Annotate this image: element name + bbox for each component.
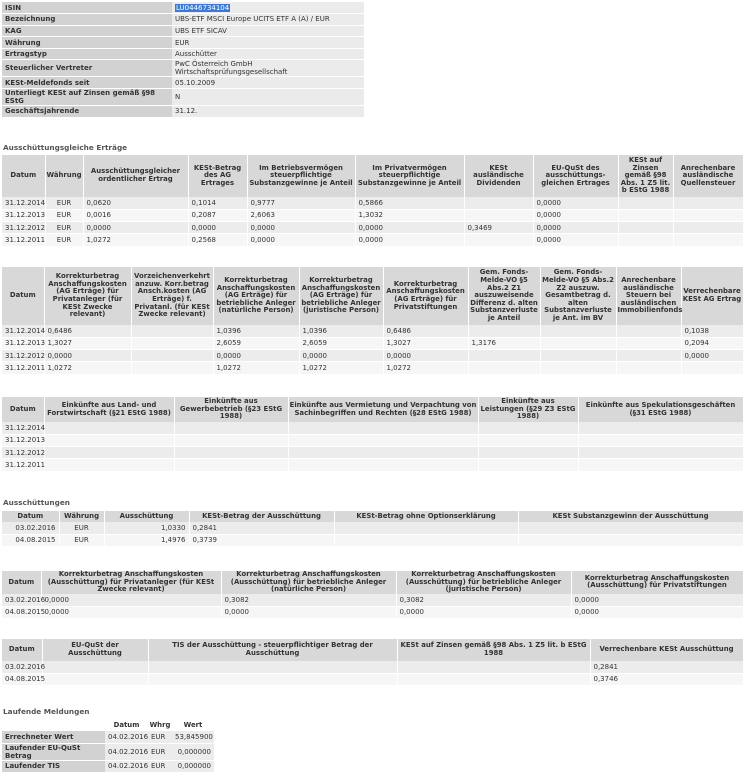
column-header: Datum (2, 267, 44, 325)
table-cell: 0,000000 (172, 743, 214, 760)
column-header: Datum (105, 719, 148, 731)
column-header: Datum (2, 155, 45, 197)
isin-value-selected[interactable]: LU0446734104 (176, 3, 230, 12)
table-cell (616, 325, 681, 337)
table-cell: 0,2094 (681, 337, 743, 349)
column-header: Anrechenbare ausländische Quellensteuer (673, 155, 743, 197)
table-cell (478, 434, 578, 446)
table-cell (673, 234, 743, 246)
table-row (2, 209, 743, 221)
table-row (2, 447, 743, 459)
table-row (2, 222, 743, 234)
table-cell: 0,3739 (189, 534, 334, 546)
table-cell (540, 337, 616, 349)
column-header: Gem. Fonds-Melde-VO §5 Abs.2 Z2 auszuw. Gesamtbetrag d. alten Substanzverluste je Ant. im BV (540, 267, 616, 325)
info-label: Bezeichnung (2, 14, 172, 26)
korrekturbetrag-ag-table (2, 267, 744, 375)
table-cell: 1,4976 (104, 534, 189, 546)
fund-info-table (2, 2, 364, 118)
column-header: KESt-Betrag des AG Ertrages (188, 155, 247, 197)
info-value: 31.12. (172, 106, 364, 118)
table-cell: 0,0000 (44, 350, 131, 362)
table-cell: 0,0000 (41, 606, 221, 618)
table-cell: 2,6059 (299, 337, 383, 349)
date-cell: 31.12.2012 (2, 350, 44, 362)
date-cell: 31.12.2013 (2, 209, 45, 221)
column-header (2, 719, 105, 731)
column-header: KESt-Betrag ohne Optionserklärung (334, 511, 518, 522)
column-header: Einkünfte aus Spekulationsgeschäften (§31 EStG 1988) (578, 397, 743, 422)
column-header: EU-QuSt des ausschüttungs-gleichen Ertrages (533, 155, 618, 197)
table-cell: 04.02.2016 (105, 760, 148, 772)
date-cell: 31.12.2014 (2, 197, 45, 209)
column-header: Vorzeichenverkehrt anzuw. Korr.betrag Ansch.kosten (AG Erträge) f. Privatanl. (für KESt Zwecke relevant) (131, 267, 213, 325)
date-cell: 31.12.2013 (2, 434, 44, 446)
korrekturbetrag-ausschuettung-table (2, 571, 744, 619)
table-row (2, 459, 743, 471)
table-cell (131, 325, 213, 337)
table-cell: 0,3082 (396, 594, 571, 606)
table-cell: 0,9777 (247, 197, 355, 209)
table-cell (334, 522, 518, 534)
table-cell: 0,2841 (590, 661, 743, 673)
table-cell (131, 337, 213, 349)
table-cell: 0,0000 (299, 350, 383, 362)
table-cell: EUR (148, 743, 172, 760)
column-header: Datum (2, 571, 41, 594)
table-cell: 0,0000 (355, 234, 464, 246)
table-cell (673, 222, 743, 234)
column-header: KESt Substanzgewinn der Ausschüttung (518, 511, 743, 522)
table-cell: 0,1038 (681, 325, 743, 337)
table-cell: 0,0000 (533, 234, 618, 246)
table-cell (540, 325, 616, 337)
table-cell (578, 447, 743, 459)
table-cell: 53,845900 (172, 731, 214, 743)
section-title-ausschuettungen: Ausschüttungen (3, 498, 70, 507)
column-header: Korrekturbetrag Anschaffungskosten (Ausschüttung) für betriebliche Anleger (natürliche Person) (221, 571, 396, 594)
info-label: Geschäftsjahrende (2, 106, 172, 118)
table-cell (618, 234, 673, 246)
table-cell (148, 673, 397, 685)
table-cell (288, 422, 478, 434)
column-header: Währung (45, 155, 83, 197)
table-cell: 0,0000 (681, 350, 743, 362)
info-value: N (172, 89, 364, 106)
column-header: Wert (172, 719, 214, 731)
column-header: Währung (59, 511, 104, 522)
column-header: Einkünfte aus Vermietung und Verpachtung von Sachinbegriffen und Rechten (§28 EStG 1988) (288, 397, 478, 422)
date-cell: 04.08.2015 (2, 673, 42, 685)
info-row (2, 37, 364, 49)
table-cell: EUR (148, 760, 172, 772)
info-row (2, 2, 364, 14)
info-row (2, 106, 364, 118)
column-header: Im Betriebsvermögen steuerpflichtige Substanzgewinne je Anteil (247, 155, 355, 197)
table-cell (478, 422, 578, 434)
table-cell (540, 350, 616, 362)
column-header: Korrekturbetrag Anschaffungskosten (Ausschüttung) für Privatanleger (für KESt Zwecke relevant) (41, 571, 221, 594)
table-cell: 0,2087 (188, 209, 247, 221)
table-cell (578, 434, 743, 446)
column-header: Gem. Fonds-Melde-VO §5 Abs.2 Z1 auszuweisende Differenz d. alten Substanzverluste je Anteil (468, 267, 540, 325)
info-row (2, 48, 364, 60)
table-cell: 1,0272 (213, 362, 299, 374)
info-label: KESt-Meldefonds seit (2, 77, 172, 89)
table-cell (334, 534, 518, 546)
table-cell (174, 459, 288, 471)
row-label: Errechneter Wert (2, 731, 105, 743)
date-cell: 31.12.2012 (2, 447, 44, 459)
einkuenfte-table (2, 397, 744, 472)
table-cell (288, 447, 478, 459)
table-cell (578, 422, 743, 434)
info-row (2, 77, 364, 89)
table-cell: 0,1014 (188, 197, 247, 209)
table-cell (288, 434, 478, 446)
column-header: Verrechenbare KESt Ausschüttung (590, 639, 743, 661)
column-header: TIS der Ausschüttung - steuerpflichtiger Betrag der Ausschüttung (148, 639, 397, 661)
column-header: Verrechenbare KESt AG Ertrag (681, 267, 743, 325)
column-header: Datum (2, 397, 44, 422)
table-cell (616, 337, 681, 349)
date-cell: 31.12.2011 (2, 362, 44, 374)
table-cell: 0,000000 (172, 760, 214, 772)
column-header: Anrechenbare ausländische Steuern bei ausländischen Immobilienfonds (616, 267, 681, 325)
table-cell (540, 362, 616, 374)
date-cell: 03.02.2016 (2, 522, 59, 534)
column-header: EU-QuSt der Ausschüttung (42, 639, 148, 661)
table-cell (468, 325, 540, 337)
table-cell (618, 197, 673, 209)
info-label: KAG (2, 25, 172, 37)
column-header: Ausschüttung (104, 511, 189, 522)
info-label: Währung (2, 37, 172, 49)
section-title-ag-ertraege: Ausschüttungsgleiche Erträge (3, 143, 128, 152)
table-cell: 1,0272 (83, 234, 188, 246)
table-cell: 1,0396 (299, 325, 383, 337)
table-row (2, 234, 743, 246)
table-cell: 0,0000 (571, 594, 743, 606)
table-cell (518, 522, 743, 534)
eu-qust-ausschuettung-table (2, 639, 744, 686)
table-cell: EUR (45, 222, 83, 234)
table-cell: 0,0000 (383, 350, 468, 362)
info-row (2, 89, 364, 106)
table-cell: 2,6059 (213, 337, 299, 349)
table-cell: EUR (45, 197, 83, 209)
table-cell (616, 362, 681, 374)
table-cell (44, 447, 174, 459)
table-cell: 0,2568 (188, 234, 247, 246)
info-row (2, 60, 364, 77)
table-cell: 1,3176 (468, 337, 540, 349)
table-cell (44, 422, 174, 434)
table-cell: 1,0396 (213, 325, 299, 337)
info-label: Ertragstyp (2, 48, 172, 60)
table-cell: 0,0000 (355, 222, 464, 234)
table-row (2, 337, 743, 349)
info-label: ISIN (2, 2, 172, 14)
table-cell (673, 209, 743, 221)
column-header: Datum (2, 511, 59, 522)
section-title-laufende-meldungen: Laufende Meldungen (3, 707, 90, 716)
table-cell (42, 661, 148, 673)
table-cell: 0,2841 (189, 522, 334, 534)
date-cell: 31.12.2012 (2, 222, 45, 234)
table-cell: 0,0620 (83, 197, 188, 209)
table-cell: 0,0000 (533, 197, 618, 209)
table-cell: 04.02.2016 (105, 731, 148, 743)
info-value: Ausschütter (172, 48, 364, 60)
table-cell (131, 362, 213, 374)
table-cell: 0,0000 (247, 222, 355, 234)
table-row (2, 362, 743, 374)
table-cell (464, 234, 533, 246)
table-cell: 04.02.2016 (105, 743, 148, 760)
column-header: Whrg (149, 721, 171, 729)
table-cell (397, 661, 590, 673)
table-cell (44, 434, 174, 446)
info-value: 05.10.2009 (172, 77, 364, 89)
table-cell: 0,0000 (396, 606, 571, 618)
table-cell (618, 222, 673, 234)
column-header: Korrekturbetrag Anschaffungskosten (Ausschüttung) für Privatstiftungen (571, 571, 743, 594)
table-row (2, 594, 743, 606)
table-row (2, 522, 743, 534)
table-cell: 0,6486 (383, 325, 468, 337)
table-cell (468, 350, 540, 362)
table-cell (397, 673, 590, 685)
date-cell: 31.12.2011 (2, 459, 44, 471)
info-row (2, 25, 364, 37)
table-cell (673, 197, 743, 209)
laufende-meldungen-table (2, 719, 214, 773)
table-cell (478, 459, 578, 471)
table-cell (174, 422, 288, 434)
table-cell (578, 459, 743, 471)
table-cell: 0,0000 (221, 606, 396, 618)
table-cell: 0,0000 (213, 350, 299, 362)
table-cell (468, 362, 540, 374)
column-header: KESt auf Zinsen gemäß §98 Abs. 1 Z5 lit. b EStG 1988 (397, 639, 590, 661)
table-cell (42, 673, 148, 685)
column-header: KESt auf Zinsen gemäß §98 Abs. 1 Z5 lit. b EStG 1988 (618, 155, 673, 197)
date-cell: 04.08.2015 (2, 534, 59, 546)
info-value: UBS ETF SICAV (172, 25, 364, 37)
table-cell (288, 459, 478, 471)
table-cell (464, 197, 533, 209)
table-cell: 1,0330 (104, 522, 189, 534)
info-label: Unterliegt KESt auf Zinsen gemäß §98 EStG (2, 89, 172, 106)
table-cell: 0,3469 (464, 222, 533, 234)
info-value: PwC Österreich GmbH Wirtschaftsprüfungsgesellschaft (172, 60, 364, 77)
table-row (2, 534, 743, 546)
date-cell: 31.12.2011 (2, 234, 45, 246)
table-cell (616, 350, 681, 362)
column-header: Korrekturbetrag Anschaffungskosten (AG Erträge) für Privatanleger (für KESt Zwecke relevant) (44, 267, 131, 325)
table-cell: 0,3082 (221, 594, 396, 606)
table-cell: 0,0000 (188, 222, 247, 234)
column-header: Einkünfte aus Leistungen (§29 Z3 EStG 1988) (478, 397, 578, 422)
table-cell: EUR (45, 209, 83, 221)
table-cell: 0,0000 (533, 222, 618, 234)
date-cell: 03.02.2016 (2, 594, 41, 606)
info-row (2, 14, 364, 26)
table-cell: 1,0272 (299, 362, 383, 374)
column-header: Korrekturbetrag Anschaffungskosten (AG Erträge) für betriebliche Anleger (natürliche Person) (213, 267, 299, 325)
table-cell (174, 447, 288, 459)
table-cell: EUR (59, 534, 104, 546)
column-header: Datum (2, 639, 42, 661)
column-header: KESt-Betrag der Ausschüttung (189, 511, 334, 522)
table-cell: 1,0272 (383, 362, 468, 374)
column-header: Korrekturbetrag Anschaffungskosten (AG Erträge) für betriebliche Anleger (juristische Person) (299, 267, 383, 325)
date-cell: 31.12.2014 (2, 422, 44, 434)
date-cell: 31.12.2013 (2, 337, 44, 349)
table-cell: 0,3746 (590, 673, 743, 685)
table-cell: 2,6063 (247, 209, 355, 221)
table-row (2, 760, 214, 772)
column-header: Einkünfte aus Gewerbebetrieb (§23 EStG 1988) (174, 397, 288, 422)
table-row (2, 350, 743, 362)
row-label: Laufender EU-QuSt Betrag (2, 743, 105, 760)
table-cell: 1,3032 (355, 209, 464, 221)
column-header: KESt ausländische Dividenden (464, 155, 533, 197)
info-value: EUR (172, 37, 364, 49)
table-cell: EUR (59, 522, 104, 534)
table-cell (174, 434, 288, 446)
table-row (2, 743, 214, 760)
info-value: UBS-ETF MSCI Europe UCITS ETF A (A) / EUR (172, 14, 364, 26)
table-row (2, 606, 743, 618)
table-cell (618, 209, 673, 221)
table-row (2, 731, 214, 743)
date-cell: 31.12.2014 (2, 325, 44, 337)
table-cell (681, 362, 743, 374)
date-cell: 03.02.2016 (2, 661, 42, 673)
table-row (2, 422, 743, 434)
table-row (2, 673, 743, 685)
table-cell: 0,6486 (44, 325, 131, 337)
table-cell (44, 459, 174, 471)
table-cell: 0,0000 (83, 222, 188, 234)
table-cell: 0,0016 (83, 209, 188, 221)
table-cell (518, 534, 743, 546)
date-cell: 04.08.2015 (2, 606, 41, 618)
table-cell: EUR (45, 234, 83, 246)
table-cell: 1,3027 (383, 337, 468, 349)
info-label: Steuerlicher Vertreter (2, 60, 172, 77)
table-row (2, 661, 743, 673)
table-row (2, 325, 743, 337)
table-cell: 1,3027 (44, 337, 131, 349)
column-header: Im Privatvermögen steuerpflichtige Substanzgewinne je Anteil (355, 155, 464, 197)
table-cell: 0,5866 (355, 197, 464, 209)
column-header: Korrekturbetrag Anschaffungskosten (AG Erträge) für Privatstiftungen (383, 267, 468, 325)
table-cell (148, 661, 397, 673)
table-cell: 0,0000 (533, 209, 618, 221)
table-cell: 1,0272 (44, 362, 131, 374)
table-cell (131, 350, 213, 362)
row-label: Laufender TIS (2, 760, 105, 772)
column-header: Einkünfte aus Land- und Forstwirtschaft (§21 EStG 1988) (44, 397, 174, 422)
column-header: Korrekturbetrag Anschaffungskosten (Ausschüttung) für betriebliche Anleger (juristische Person) (396, 571, 571, 594)
column-header: Ausschüttungsgleicher ordentlicher Ertrag (83, 155, 188, 197)
table-cell: 0,0000 (571, 606, 743, 618)
table-cell: 0,0000 (41, 594, 221, 606)
ausschuettungen-table (2, 511, 744, 547)
table-cell: 0,0000 (247, 234, 355, 246)
ag-ertraege-table (2, 155, 744, 247)
info-value[interactable] (172, 2, 364, 14)
table-cell (478, 447, 578, 459)
table-cell: EUR (148, 731, 172, 743)
table-cell (464, 209, 533, 221)
table-row (2, 434, 743, 446)
table-row (2, 197, 743, 209)
